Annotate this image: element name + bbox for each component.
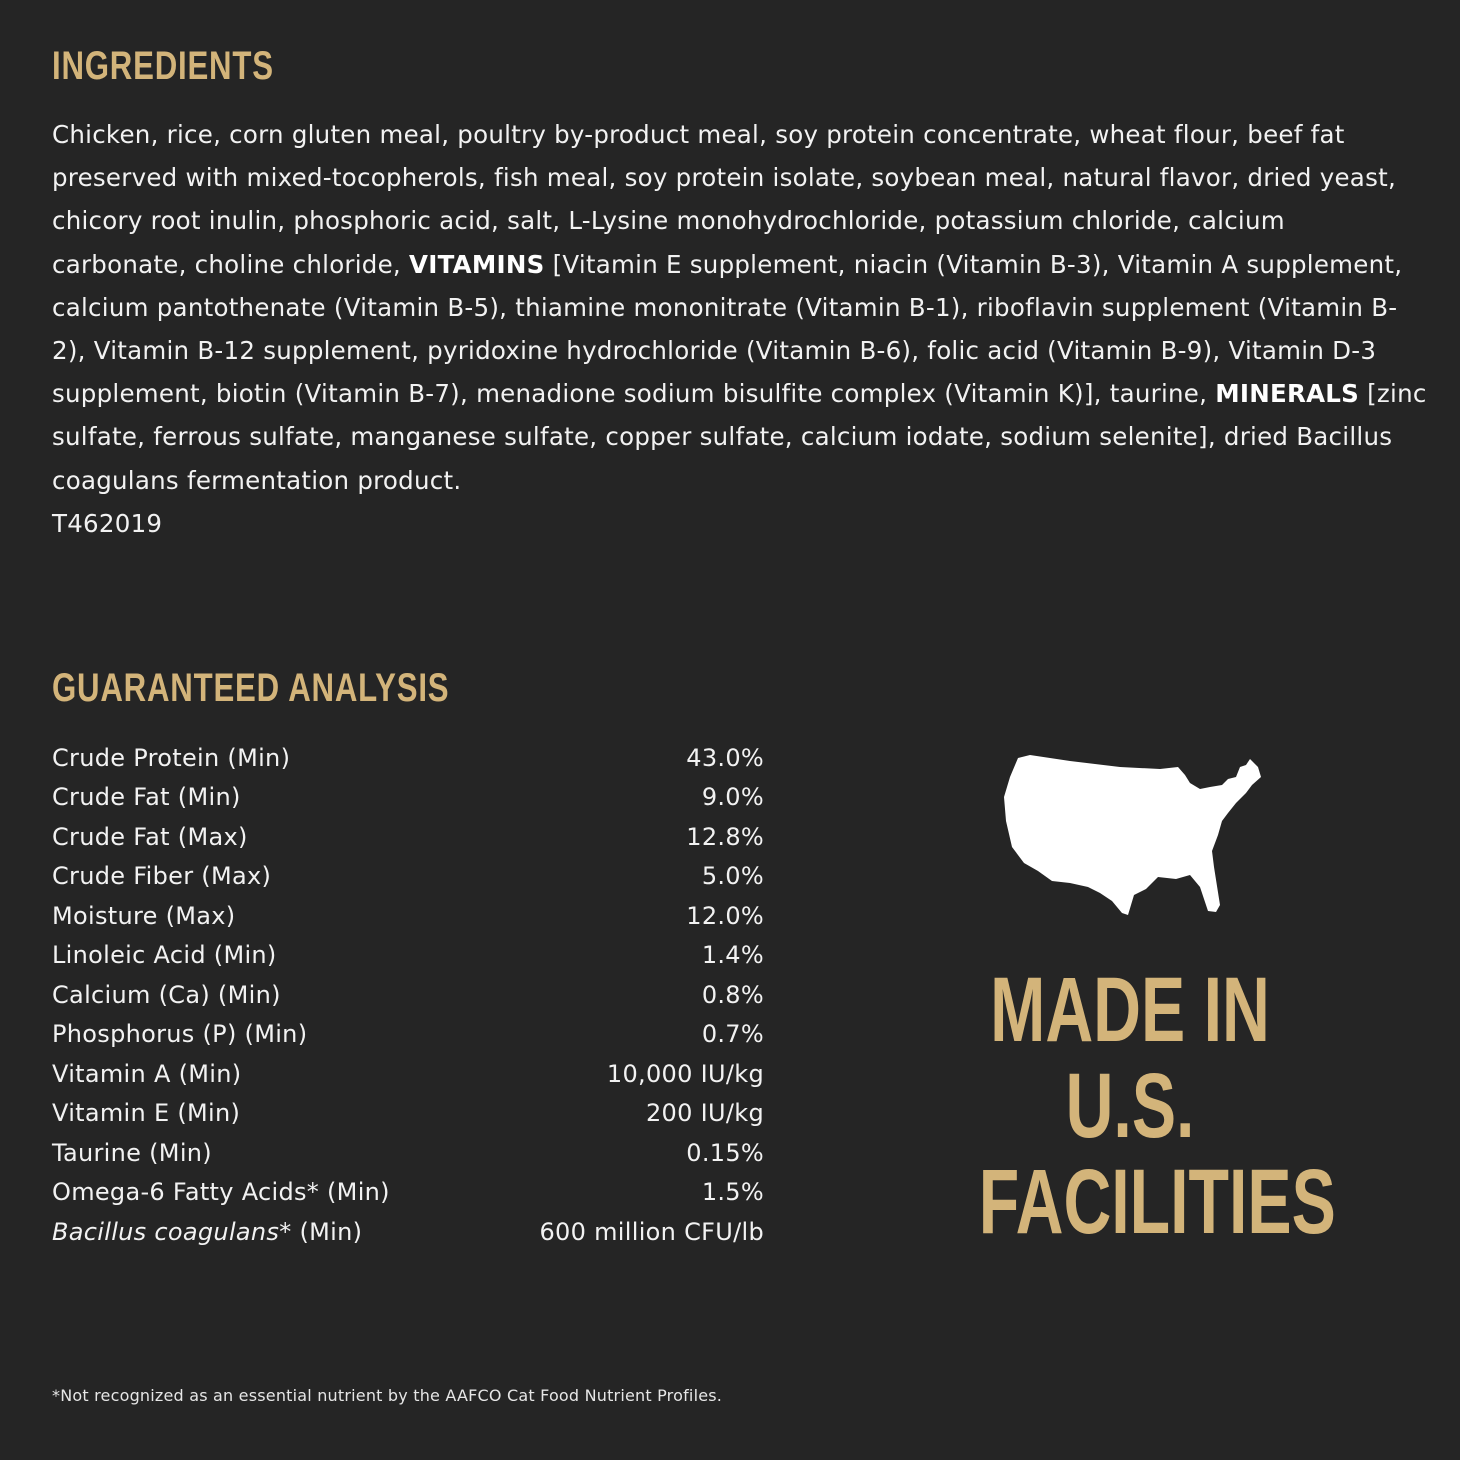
analysis-label: Crude Fat (Max) [52,822,248,851]
analysis-value: 600 million CFU/lb [539,1217,764,1246]
vitamins-label: VITAMINS [409,249,545,279]
analysis-value: 0.7% [701,1020,764,1049]
analysis-label-rest: * (Min) [279,1217,363,1246]
analysis-label: Taurine (Min) [52,1138,212,1167]
analysis-value: 5.0% [701,862,764,891]
analysis-value: 200 IU/kg [645,1099,764,1128]
analysis-label: Crude Fat (Min) [52,783,241,812]
analysis-row [52,896,764,936]
guaranteed-analysis-table [52,738,764,1252]
analysis-label: Crude Protein (Min) [52,743,291,772]
analysis-row [52,1094,764,1134]
analysis-row [52,1212,764,1252]
analysis-row [52,1133,764,1173]
usa-map-icon [1000,755,1262,920]
analysis-value: 0.15% [686,1138,764,1167]
analysis-row [52,817,764,857]
analysis-row [52,778,764,818]
analysis-label: Vitamin A (Min) [52,1059,242,1088]
analysis-label: Vitamin E (Min) [52,1099,241,1128]
analysis-row [52,1015,764,1055]
analysis-value: 1.5% [701,1178,764,1207]
badge-line-1: MADE IN [990,959,1270,1061]
analysis-row [52,936,764,976]
analysis-row [52,857,764,897]
analysis-value: 12.8% [686,822,764,851]
analysis-value: 1.4% [701,941,764,970]
analysis-label: Moisture (Max) [52,901,236,930]
made-in-us-badge [920,959,1340,1253]
analysis-value: 43.0% [686,743,764,772]
ingredients-text [52,113,1427,545]
minerals-list: [zinc sulfate, ferrous sulfate, manganese sulfate, copper sulfate, calcium iodate, sodium selenite], dried Bacillus coagulans fermentation product. [52,379,1427,495]
analysis-row [52,1173,764,1213]
product-code: T462019 [52,508,163,538]
minerals-label: MINERALS [1215,379,1360,409]
analysis-label [52,1218,362,1246]
ingredients-heading: INGREDIENTS [52,44,274,88]
analysis-value: 9.0% [701,783,764,812]
analysis-label-italic: Bacillus coagulans [52,1217,280,1246]
footnote: *Not recognized as an essential nutrient by the AAFCO Cat Food Nutrient Profiles. [52,1386,723,1405]
analysis-label: Linoleic Acid (Min) [52,941,277,970]
analysis-row [52,975,764,1015]
analysis-label: Calcium (Ca) (Min) [52,980,281,1009]
analysis-label: Phosphorus (P) (Min) [52,1020,308,1049]
analysis-row [52,738,764,778]
analysis-label: Crude Fiber (Max) [52,862,272,891]
badge-line-3: FACILITIES [978,1151,1336,1253]
analysis-value: 0.8% [701,980,764,1009]
analysis-row [52,1054,764,1094]
ingredients-list: Chicken, rice, corn gluten meal, poultry by-product meal, soy protein concentrate, wheat flour, beef fat preserved with mixed-tocopherols, fish meal, soy protein isolate, soybean meal, natural flavor, dried yeast, chicory root inulin, phosphoric acid, salt, L-Lysine monohydrochloride, potassium chloride, calcium carbonate, choline chloride, [52,120,1396,279]
analysis-value: 12.0% [686,901,764,930]
analysis-value: 10,000 IU/kg [606,1059,764,1088]
guaranteed-analysis-heading: GUARANTEED ANALYSIS [52,666,450,710]
badge-line-2: U.S. [1065,1055,1195,1157]
vitamins-list: [Vitamin E supplement, niacin (Vitamin B-3), Vitamin A supplement, calcium pantothenate (Vitamin B-5), thiamine mononitrate (Vitamin B-1), riboflavin supplement (Vitamin B-2), Vitamin B-12 supplement, pyridoxine hydrochloride (Vitamin B-6), folic acid (Vitamin B-9), Vitamin D-3 supplement, biotin (Vitamin B-7), menadione sodium bisulfite complex (Vitamin K)], taurine, [52,249,1403,409]
analysis-label: Omega-6 Fatty Acids* (Min) [52,1178,390,1207]
